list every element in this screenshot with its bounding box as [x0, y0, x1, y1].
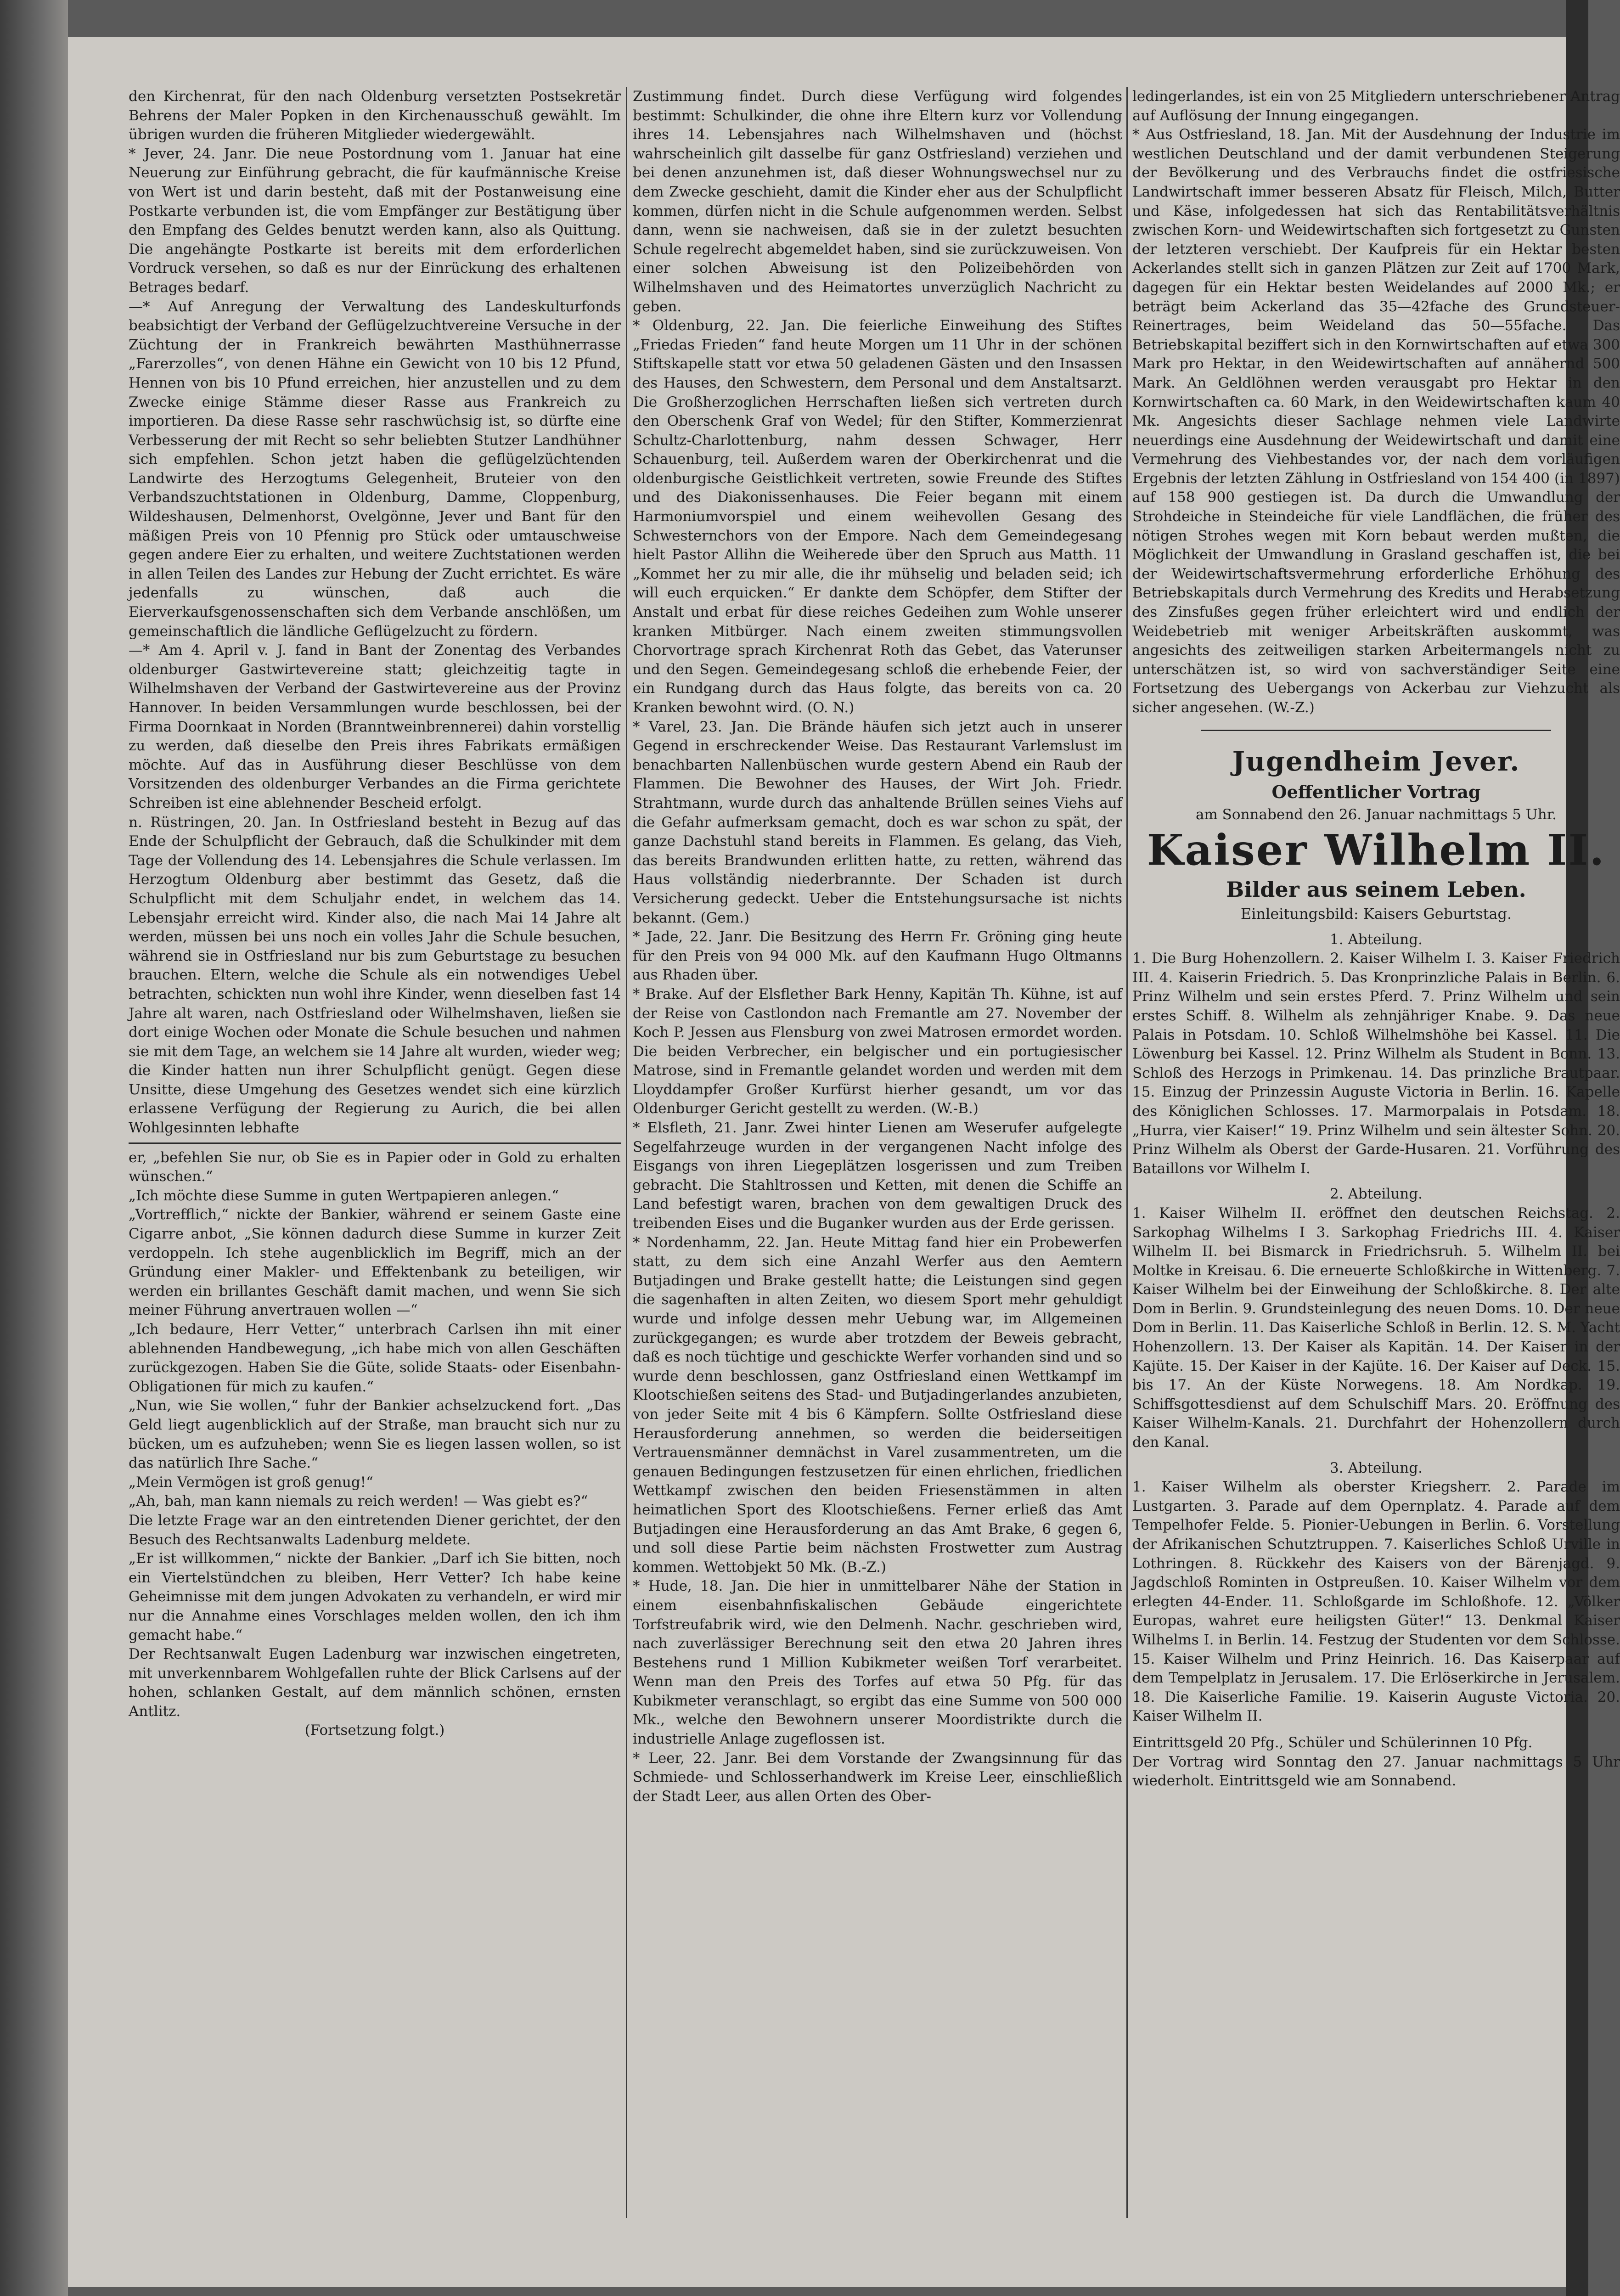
feuilleton-paragraph: „Er ist willkommen,“ nickte der Bankier. „Darf ich Sie bitten, noch ein Viertelstündchen zu bleiben, Herr Vetter? Ich habe keine Geheimnisse mit dem jungen Advokaten zu verhandeln, er wird mir nur die Annahme eines Vorschlages melden wollen, den ich ihm gemacht habe.“ [129, 1550, 621, 1643]
ad-divider [1201, 730, 1551, 731]
section-heading: 2. Abteilung. [1330, 1186, 1423, 1203]
feuilleton-paragraph: „Vortrefflich,“ nickte der Bankier, während er seinem Gaste eine Cigarre anbot, „Sie können dadurch diese Summe in kurzer Zeit verdoppeln. Ich stehe augenblicklich im Begriff, mich an der Gründung einer Makler- und Effektenbank zu beteiligen, wir werden ein brillantes Geschäft damit machen, und wenn Sie sich meiner Führung anvertrauen wollen —“ [129, 1206, 621, 1319]
article: * Jade, 22. Janr. Die Besitzung des Herrn Fr. Gröning ging heute für den Preis von 94 000 Mk. auf den Kaufmann Hugo Oltmanns aus Rhaden über. [633, 929, 1122, 984]
article: * Jever, 24. Janr. Die neue Postordnung vom 1. Januar hat eine Neuerung zur Einführung gebracht, die für kaufmännische Kreise von Wert ist und darin besteht, daß mit der Postanweisung eine Postkarte verbunden ist, die vom Empfänger zur Bestätigung über den Empfang des Geldes benutzt werden kann, also als Quittung. Die angehängte Postkarte ist bereits mit dem erforderlichen Vordruck versehen, so daß es nur der Einrückung des erhaltenen Betrages bedarf. [129, 145, 621, 296]
feuilleton-paragraph: Der Rechtsanwalt Eugen Ladenburg war inzwischen eingetreten, mit unverkennbarem Wohlgefallen ruhte der Blick Carlsens auf der hohen, schlanken Gestalt, auf dem männlich schönen, ernsten Antlitz. [129, 1646, 621, 1720]
section-list: 1. Kaiser Wilhelm II. eröffnet den deutschen Reichstag. 2. Sarkophag Wilhelms I 3. Sarkophag Friedrichs III. 4. Kaiser Wilhelm II. bei Bismarck in Friedrichsruh. 5. Wilhelm II. bei Moltke in Kreisau. 6. Die erneuerte Schloßkirche in Wittenberg. 7. Kaiser Wilhelm bei der Einweihung der Schloßkirche. 8. Der alte Dom in Berlin. 9. Grundsteinlegung des neuen Doms. 10. Der neue Dom in Berlin. 11. Das Kaiserliche Schloß in Berlin. 12. S. M. Yacht Hohenzollern. 13. Der Kaiser als Kapitän. 14. Der Kaiser in der Kajüte. 15. Der Kaiser in der Kajüte. 16. Der Kaiser auf Deck. 15. bis 17. An der Küste Norwegens. 18. Am Nordkap. 19. Schiffsgottesdienst auf dem Schulschiff Mars. 20. Eröffnung des Kaiser Wilhelm-Kanals. 21. Durchfahrt der Hohenzollern durch den Kanal. [1132, 1204, 1620, 1451]
article: * Hude, 18. Jan. Die hier in unmittelbarer Nähe der Station in einem eisenbahnfiskalischen Gebäude eingerichtete Torfstreufabrik wird, wie den Delmenh. Nachr. geschrieben wird, nach zuverlässiger Berechnung seit den etwa 20 Jahren ihres Bestehens rund 1 Million Kubikmeter weißen Torf verarbeitet. Wenn man den Preis des Torfes auf etwa 50 Pfg. für das Kubikmeter veranschlagt, so ergibt das eine Summe von 500 000 Mk., welche den Bewohnern unserer Moordistrikte durch die industrielle Anlage zugeflossen ist. [633, 1578, 1122, 1748]
feuilleton-paragraph: „Mein Vermögen ist groß genug!“ [129, 1474, 373, 1491]
column-rule [626, 87, 627, 2218]
ad-price: Eintrittsgeld 20 Pfg., Schüler und Schülerinnen 10 Pfg. [1132, 1734, 1533, 1751]
article: den Kirchenrat, für den nach Oldenburg versetzten Postsekretär Behrens der Maler Popken in den Kirchenausschuß gewählt. Im übrigen wurden die früheren Mitglieder wiedergewählt. [129, 88, 621, 143]
feuilleton-continuation: (Fortsetzung folgt.) [304, 1722, 445, 1739]
article: —* Auf Anregung der Verwaltung des Landeskulturfonds beabsichtigt der Verband der Geflügelzuchtvereine Versuche in der Züchtung der in Frankreich bewährten Masthühnerrasse „Farerzolles“, von denen Hähne ein Gewicht von 10 bis 12 Pfund, Hennen von bis 10 Pfund erreichen, hier anzustellen und zu dem Zwecke einige Stämme dieser Rasse aus Frankreich zu importieren. Da diese Rasse sehr raschwüchsig ist, so dürfte eine Verbesserung der mit Recht so sehr beliebten Stutzer Landhühner sich empfehlen. Schon jetzt haben die geflügelzüchtenden Landwirte des Herzogtums Gelegenheit, Bruteier von den Verbandszuchtstationen in Oldenburg, Damme, Cloppenburg, Wildeshausen, Delmenhorst, Ovelgönne, Jever und Bant für den mäßigen Preis von 10 Pfennig pro Stück oder umtauschweise gegen andere Eier zu erhalten, und weitere Zuchtstationen werden in allen Teilen des Landes zur Hebung der Zucht errichtet. Es wäre jedenfalls zu wünschen, daß auch die Eierverkaufsgenossenschaften sich dem Verbande anschlößen, um gemeinschaftlich die ländliche Geflügelzucht zu fördern. [129, 298, 621, 640]
feuilleton-paragraph: „Ich möchte diese Summe in guten Wertpapieren anlegen.“ [129, 1187, 559, 1204]
article: * Nordenhamm, 22. Jan. Heute Mittag fand hier ein Probewerfen statt, zu dem sich eine Anzahl Werfer aus den Aemtern Butjadingen und Brake gestellt hatte; die Leistungen sind gegen die sagenhaften in alten Zeiten, wo diesem Sport mehr gehuldigt wurde und infolge dessen mehr Uebung war, im Allgemeinen zurückgegangen; es wurde aber trotzdem der Beweis gebracht, daß es noch tüchtige und geschickte Werfer vorhanden sind und so wurde denn beschlossen, ganz Ostfriesland einen Wettkampf im Klootschießen seitens des Stad- und Butjadingerlandes anzubieten, von jeder Seite mit 4 bis 6 Kämpfern. Sollte Ostfriesland diese Herausforderung annehmen, so werden die beiderseitigen Vertrauensmänner demnächst in Varel zusammentreten, um die genauen Bedingungen festzusetzen für einen ehrlichen, friedlichen Wettkampf zwischen den beiden Friesenstämmen in alten heimatlichen Sport des Klootschießens. Ferner erließ das Amt Butjadingen eine Herausforderung an das Amt Brake, 6 gegen 6, und soll diese Partie beim nächsten Frostwetter zum Austrag kommen. Wettobjekt 50 Mk. (B.-Z.) [633, 1234, 1122, 1576]
feuilleton-paragraph: Die letzte Frage war an den eintretenden Diener gerichtet, der den Besuch des Rechtsanwalts Ladenburg meldete. [129, 1512, 621, 1548]
article: —* Am 4. April v. J. fand in Bant der Zonentag des Verbandes oldenburger Gastwirtevereine statt; gleichzeitig tagte in Wilhelmshaven der Verband der Gastwirtevereine aus der Provinz Hannover. In beiden Versammlungen wurde beschlossen, bei der Firma Doornkaat in Norden (Branntweinbrennerei) dahin vorstellig zu werden, daß dieselbe den Preis ihres Fabrikats ermäßigen möchte. Auf das in Ausführung dieser Beschlüsse von dem Vorsitzenden des oldenburger Verbandes an die Firma gerichtete Schreiben ist eine ablehnender Bescheid erfolgt. [129, 642, 621, 811]
column-3 [1132, 87, 1620, 1791]
feuilleton-paragraph: „Ah, bah, man kann niemals zu reich werden! — Was giebt es?“ [129, 1493, 588, 1510]
article: ledingerlandes, ist ein von 25 Mitgliedern unterschriebener Antrag auf Auflösung der Innung eingegangen. [1132, 88, 1620, 124]
ad-headline-sub: Bilder aus seinem Leben. [1226, 877, 1526, 902]
article: n. Rüstringen, 20. Jan. In Ostfriesland besteht in Bezug auf das Ende der Schulpflicht der Gebrauch, daß die Schulkinder mit dem Tage der Vollendung des 14. Lebensjahres die Schule verlassen. Im Herzogtum Oldenburg aber bestimmt das Gesetz, daß die Schulpflicht mit dem Schuljahr endet, in welchem das 14. Lebensjahr erreicht wird. Kinder also, die nach Mai 14 Jahre alt werden, müssen bei uns noch ein volles Jahr die Schule besuchen, während sie in Ostfriesland nur bis zum Geburtstage zu besuchen brauchen. Eltern, welche die Schule als ein notwendiges Uebel betrachten, schickten nun wohl ihre Kinder, wenn dieselben fast 14 Jahre alt waren, nach Ostfriesland oder Wilhelmshaven, ließen sie dort einige Wochen oder Monate die Schule besuchen und nahmen sie mit dem Tage, an welchem sie 14 Jahre alt wurden, wieder weg; die Kinder hatten nun ihrer Schulpflicht genügt. Gegen diese Unsitte, diese Umgehung des Gesetzes wendet sich eine kürzlich erlassene Verfügung der Regierung zu Aurich, die bei allen Wohlgesinnten lebhafte [129, 814, 621, 1137]
article: * Elsfleth, 21. Janr. Zwei hinter Lienen am Weserufer aufgelegte Segelfahrzeuge wurden in der vergangenen Nacht infolge des Eisgangs von ihren Liegeplätzen losgerissen und zum Treiben gebracht. Die Stahltrossen und Ketten, mit denen die Schiffe an Land befestigt waren, brachen von dem gewaltigen Druck des treibenden Eises und die Buganker wurden aus der Erde gerissen. [633, 1120, 1122, 1232]
ad-repeat-note: Der Vortrag wird Sonntag den 27. Januar nachmittags 5 Uhr wiederholt. Eintrittsgeld wie am Sonnabend. [1132, 1753, 1620, 1790]
feuilleton-paragraph: „Nun, wie Sie wollen,“ fuhr der Bankier achselzuckend fort. „Das Geld liegt augenblicklich auf der Straße, man braucht sich nur zu bücken, um es aufzuheben; wenn Sie es liegen lassen wollen, so ist das natürlich Ihre Sache.“ [129, 1397, 621, 1472]
advertisement [1132, 743, 1620, 924]
ad-intro: Einleitungsbild: Kaisers Geburtstag. [1240, 905, 1512, 923]
section-heading: 1. Abteilung. [1330, 931, 1423, 948]
section-heading: 3. Abteilung. [1330, 1459, 1423, 1476]
ad-subtitle: Oeffentlicher Vortrag [1271, 781, 1481, 802]
book-binding-edge [0, 0, 68, 2296]
article: * Brake. Auf der Elsflether Bark Henny, Kapitän Th. Kühne, ist auf der Reise von Castlondon nach Fremantle am 27. November der Koch P. Jessen aus Flensburg von zwei Matrosen ermordet worden. Die beiden Verbrecher, ein belgischer und ein portugiesischer Matrose, sind in Fremantle gelandet worden und werden mit dem Lloyddampfer Großer Kurfürst hierher gesandt, um vor das Oldenburger Gericht gestellt zu werden. (W.-B.) [633, 985, 1122, 1117]
section-list: 1. Die Burg Hohenzollern. 2. Kaiser Wilhelm I. 3. Kaiser Friedrich III. 4. Kaiserin Friedrich. 5. Das Kronprinzliche Palais in Berlin. 6. Prinz Wilhelm und sein erstes Pferd. 7. Prinz Wilhelm und sein erstes Schiff. 8. Wilhelm als zehnjähriger Knabe. 9. Das neue Palais in Potsdam. 10. Schloß Wilhelmshöhe bei Kassel. 11. Die Löwenburg bei Kassel. 12. Prinz Wilhelm als Student in Bonn. 13. Schloß des Herzogs in Primkenau. 14. Das prinzliche Brautpaar. 15. Einzug der Prinzessin Auguste Victoria in Berlin. 16. Kapelle des Königlichen Schlosses. 17. Marmorpalais in Potsdam. 18. „Hurra, vier Kaiser!“ 19. Prinz Wilhelm und sein ältester Sohn. 20. Prinz Wilhelm als Oberst der Garde-Husaren. 21. Vorführung des Bataillons vor Wilhelm I. [1132, 950, 1620, 1177]
ad-headline: Kaiser Wilhelm II. [1147, 825, 1606, 875]
section-list: 1. Kaiser Wilhelm als oberster Kriegsherr. 2. Parade im Lustgarten. 3. Parade auf dem Opernplatz. 4. Parade auf dem Tempelhofer Felde. 5. Pionier-Uebungen in Berlin. 6. Vorstellung der Afrikanischen Schutztruppen. 7. Kaiserliches Schloß Urville in Lothringen. 8. Rückkehr des Kaisers von der Bärenjagd. 9. Jagdschloß Rominten in Ostpreußen. 10. Kaiser Wilhelm vor dem erlegten 44-Ender. 11. Schloßgarde im Schloßhofe. 12. „Völker Europas, wahret eure heiligsten Güter!“ 13. Denkmal Kaiser Wilhelms I. in Berlin. 14. Festzug der Studenten vor dem Schlosse. 15. Kaiser Wilhelm und Prinz Heinrich. 16. Das Kaiserpaar auf dem Tempelplatz in Jerusalem. 17. Die Erlöserkirche in Jerusalem. 18. Die Kaiserliche Familie. 19. Kaiserin Auguste Victoria. 20. Kaiser Wilhelm II. [1132, 1479, 1620, 1725]
article: * Varel, 23. Jan. Die Brände häufen sich jetzt auch in unserer Gegend in erschreckender Weise. Das Restaurant Varlemslust im benachbarten Nallenbüschen wurde gestern Abend ein Raub der Flammen. Die Bewohner des Hauses, der Wirt Joh. Friedr. Strahtmann, wurde durch das anhaltende Brüllen seines Viehs auf die Gefahr aufmerksam gemacht, doch es war schon zu spät, der ganze Dachstuhl stand bereits in Flammen. Es gelang, das Vieh, das bereits Brandwunden erlitten hatte, zu retten, während das Haus vollständig niederbrannte. Der Schaden ist durch Versicherung gedeckt. Ueber die Entstehungsursache ist nichts bekannt. (Gem.) [633, 718, 1122, 926]
column-2 [633, 87, 1122, 1806]
article: Zustimmung findet. Durch diese Verfügung wird folgendes bestimmt: Schulkinder, die ohne ihre Eltern kurz vor Vollendung ihres 14. Lebensjahres nach Wilhelmshaven und (höchst wahrscheinlich gilt dasselbe für ganz Ostfriesland) verziehen und bei denen anzunehmen ist, daß dieser Wohnungswechsel nur zu dem Zwecke geschieht, damit die Kinder eher aus der Schulpflicht kommen, dürfen nicht in die Schule aufgenommen werden. Selbst dann, wenn sie nachweisen, daß sie in der zuletzt besuchten Schule regelrecht abgemeldet haben, sind sie zurückzuweisen. Von einer solchen Abweisung ist den Polizeibehörden von Wilhelmshaven und des Heimatortes unverzüglich Nachricht zu geben. [633, 88, 1122, 315]
newspaper-page [68, 37, 1620, 2287]
feuilleton-paragraph: „Ich bedaure, Herr Vetter,“ unterbrach Carlsen ihn mit einer ablehnenden Handbewegung, „ich habe mich von allen Geschäften zurückgezogen. Haben Sie die Güte, solide Staats- oder Eisenbahn-Obligationen für mich zu kaufen.“ [129, 1321, 621, 1395]
feuilleton-paragraph: er, „befehlen Sie nur, ob Sie es in Papier oder in Gold zu erhalten wünschen.“ [129, 1149, 621, 1185]
article: * Aus Ostfriesland, 18. Jan. Mit der Ausdehnung der Industrie im westlichen Deutschland und der damit verbundenen Steigerung der Bevölkerung und des Verbrauchs findet die ostfriesische Landwirtschaft immer besseren Absatz für Fleisch, Milch, Butter und Käse, infolgedessen hat sich das Rentabilitätsverhältnis zwischen Korn- und Weidewirtschaften sich fortgesetzt zu Gunsten der letzteren verschiebt. Der Kaufpreis für ein Hektar besten Ackerlandes stellt sich in ganzen Plätzen zur Zeit auf 1700 Mark, dagegen für ein Hektar besten Weidelandes auf 2000 Mk.; er beträgt beim Ackerland das 35—42fache des Grundsteuer-Reinertrages, beim Weideland das 50—55fache. Das Betriebskapital beziffert sich in den Kornwirtschaften auf etwa 300 Mark pro Hektar, in den Weidewirtschaften auf annähernd 500 Mark. An Geldlöhnen werden verausgabt pro Hektar in den Kornwirtschaften ca. 60 Mark, in den Weidewirtschaften kaum 40 Mk. Angesichts dieser Sachlage nehmen viele Landwirte neuerdings eine Ausdehnung der Weidewirtschaft und damit eine Vermehrung des Viehbestandes vor, der nach dem vorläufigen Ergebnis der letzten Zählung in Ostfriesland von 154 400 (in 1897) auf 158 900 gestiegen ist. Da durch die Umwandlung der Strohdeiche in Steindeiche für viele Landflächen, die früher des nötigen Strohes wegen mit Korn bebaut werden mußten, die Möglichkeit der Umwandlung in Grasland geschaffen ist, die bei der Weidewirtschaftsvermehrung erforderliche Erhöhung des Betriebskapitals durch Vermehrung des Kredits und Herabsetzung des Zinsfußes gegen früher erleichtert wird und endlich der Weidebetrieb mit weniger Arbeitskräften auskommt, was angesichts des zeitweiligen starken Arbeitermangels nicht zu unterschätzen ist, so wird von sachverständiger Seite eine Fortsetzung des Uebergangs von Ackerbau zur Viehzucht als sicher angesehen. (W.-Z.) [1132, 126, 1620, 716]
ad-date: am Sonnabend den 26. Januar nachmittags 5 Uhr. [1195, 806, 1557, 823]
article: * Leer, 22. Janr. Bei dem Vorstande der Zwangsinnung für das Schmiede- und Schlosserhandwerk im Kreise Leer, einschließlich der Stadt Leer, aus allen Orten des Ober- [633, 1750, 1122, 1805]
feuilleton-divider [129, 1142, 621, 1144]
column-rule [1126, 87, 1128, 2218]
article: * Oldenburg, 22. Jan. Die feierliche Einweihung des Stiftes „Friedas Frieden“ fand heute Morgen um 11 Uhr in der schönen Stiftskapelle statt vor etwa 50 geladenen Gästen und den Insassen des Hauses, den Schwestern, dem Personal und dem Anstaltsarzt. Die Großherzoglichen Herrschaften ließen sich vertreten durch den Oberschenk Graf von Wedel; für den Stifter, Kommerzienrat Schultz-Charlottenburg, nahm dessen Schwager, Herr Schauenburg, teil. Außerdem waren der Oberkirchenrat und die oldenburgische Geistlichkeit vertreten, sowie Freunde des Stiftes und des Diakonissenhauses. Die Feier begann mit einem Harmoniumvorspiel und einem weihevollen Gesang des Schwesternchors von der Empore. Nach dem Gemeindegesang hielt Pastor Allihn die Weiherede über den Spruch aus Matth. 11 „Kommet her zu mir alle, die ihr mühselig und beladen seid; ich will euch erquicken.“ Er dankte dem Schöpfer, dem Stifter der Anstalt und erbat für diese reiches Gedeihen zum Wohle unserer kranken Mitbürger. Nach einem zweiten stimmungsvollen Chorvortrage sprach Kirchenrat Roth das Gebet, das Vaterunser und den Segen. Gemeindegesang schloß die erhebende Feier, der ein Rundgang durch das Haus folgte, das bereits von ca. 20 Kranken bewohnt wird. (O. N.) [633, 317, 1122, 716]
column-1 [129, 87, 621, 1740]
ad-title: Jugendheim Jever. [1232, 745, 1520, 777]
